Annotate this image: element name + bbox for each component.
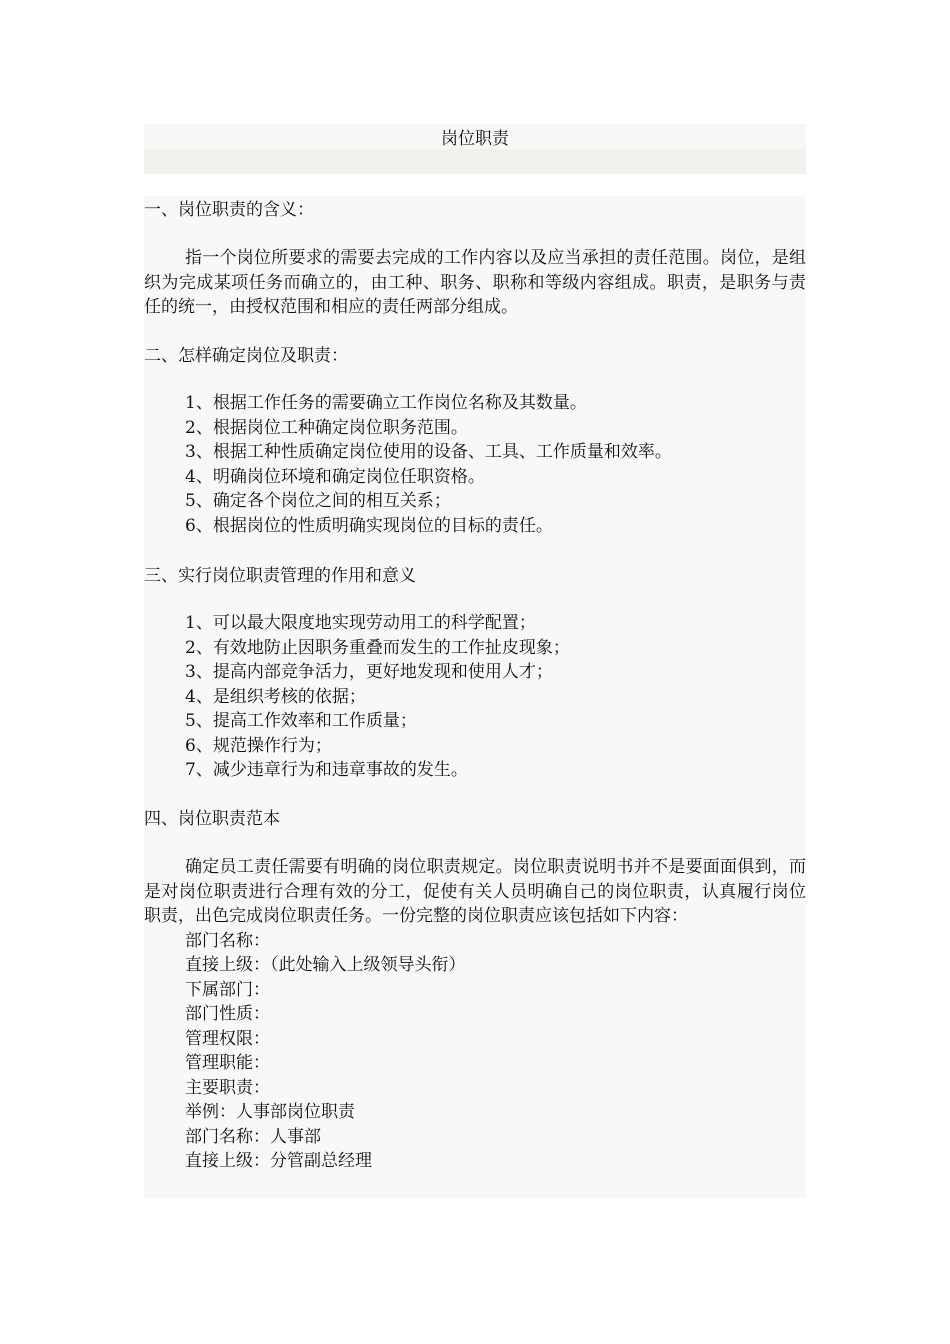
document-title: 岗位职责 (441, 129, 509, 149)
section-how-to-define-list (144, 391, 806, 538)
section-meaning-body (144, 246, 806, 320)
list-item: 4、是组织考核的依据； (185, 686, 366, 707)
field-line: 直接上级：分管副总经理 (185, 1151, 372, 1171)
field-line: 下属部门： (185, 979, 270, 1000)
section-purpose (144, 564, 806, 589)
section-heading: 二、怎样确定岗位及职责： (144, 346, 348, 366)
title-divider-band (144, 149, 806, 174)
section-how-to-define (144, 344, 806, 369)
list-item: 3、提高内部竞争活力，更好地发现和使用人才； (185, 662, 553, 682)
section-template (144, 807, 806, 832)
field-line: 部门名称： (185, 930, 270, 951)
list-item: 5、提高工作效率和工作质量； (185, 711, 417, 731)
list-item: 2、根据岗位工种确定岗位职务范围。 (185, 417, 468, 438)
list-item: 3、根据工种性质确定岗位使用的设备、工具、工作质量和效率。 (185, 442, 672, 462)
section-meaning (144, 198, 806, 223)
list-item: 1、可以最大限度地实现劳动用工的科学配置； (185, 613, 536, 633)
list-item: 1、根据工作任务的需要确立工作岗位名称及其数量。 (185, 393, 587, 413)
numbered-list (144, 391, 806, 538)
section-template-body (144, 855, 806, 1174)
paragraph: 指一个岗位所要求的需要去完成的工作内容以及应当承担的责任范围。岗位，是组织为完成某项任务而确立的，由工种、职务、职称和等级内容组成。职责，是职务与责任的统一，由授权范围和相应的责任两部分组成。 (144, 248, 806, 317)
list-item: 6、规范操作行为； (185, 735, 332, 756)
field-line: 举例：人事部岗位职责 (185, 1102, 355, 1122)
title-block (144, 124, 806, 174)
section-heading: 一、岗位职责的含义： (144, 200, 314, 220)
list-item: 2、有效地防止因职务重叠而发生的工作扯皮现象； (185, 637, 570, 658)
list-item: 6、根据岗位的性质明确实现岗位的目标的责任。 (185, 515, 553, 536)
field-line: 主要职责： (185, 1077, 270, 1098)
list-item: 7、减少违章行为和违章事故的发生。 (185, 760, 468, 780)
section-heading: 四、岗位职责范本 (144, 809, 280, 829)
paragraph: 确定员工责任需要有明确的岗位职责规定。岗位职责说明书并不是要面面俱到，而是对岗位职责进行合理有效的分工，促使有关人员明确自己的岗位职责，认真履行岗位职责，出色完成岗位职责任务。一份完整的岗位职责应该包括如下内容： (144, 857, 806, 926)
field-line: 管理职能： (185, 1053, 270, 1073)
field-line: 管理权限： (185, 1028, 270, 1049)
numbered-list (144, 611, 806, 783)
field-line: 部门性质： (185, 1004, 270, 1024)
list-item: 4、明确岗位环境和确定岗位任职资格。 (185, 466, 485, 487)
section-heading: 三、实行岗位职责管理的作用和意义 (144, 566, 416, 586)
field-line: 直接上级：（此处输入上级领导头衔） (185, 955, 466, 975)
document-body (144, 196, 806, 1198)
section-purpose-list (144, 611, 806, 783)
field-list (144, 929, 806, 1174)
list-item: 5、确定各个岗位之间的相互关系； (185, 491, 451, 511)
field-line: 部门名称：人事部 (185, 1126, 321, 1147)
